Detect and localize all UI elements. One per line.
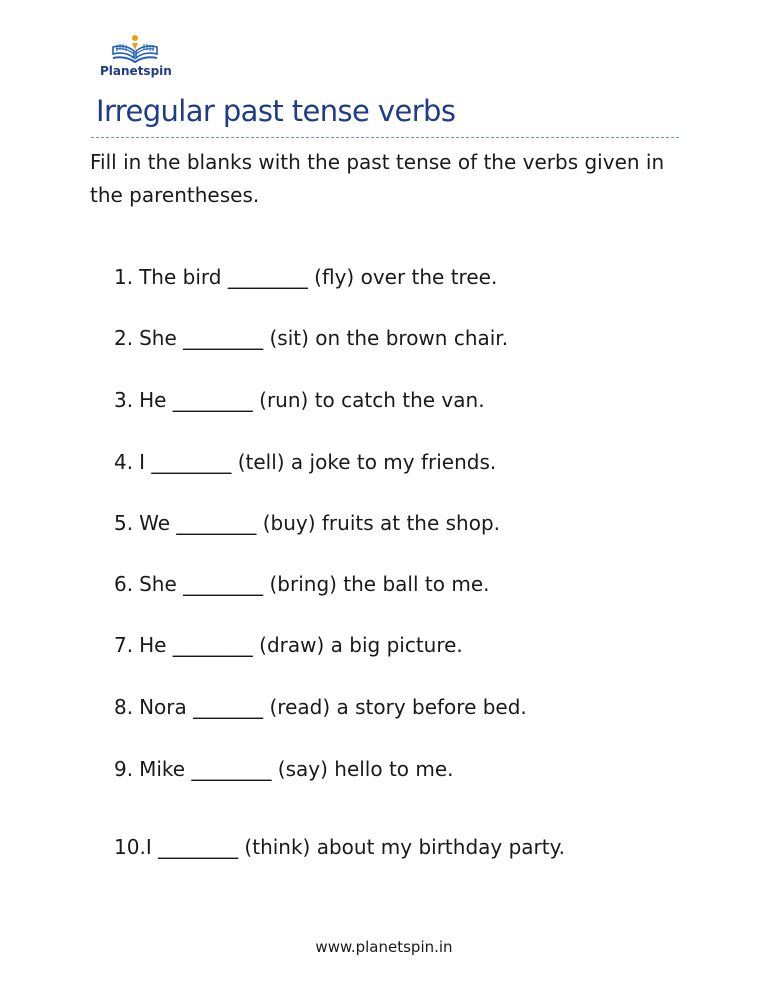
question-item [114, 572, 489, 596]
page-title: Irregular past tense verbs [96, 94, 456, 128]
brand-name: Planetspin [100, 64, 172, 78]
question-item [114, 757, 454, 781]
question-item [114, 835, 565, 859]
question-item [114, 265, 497, 289]
question-text: Mike ________ (say) hello to me. [139, 757, 454, 781]
question-number: 5. [114, 511, 134, 535]
question-item [114, 388, 485, 412]
question-item [114, 633, 463, 657]
question-item [114, 326, 508, 350]
title-divider [91, 137, 679, 138]
question-number: 1. [114, 265, 134, 289]
question-text: We ________ (buy) fruits at the shop. [139, 511, 501, 535]
question-number: 6. [114, 572, 134, 596]
question-number: 8. [114, 695, 134, 719]
instructions-text: Fill in the blanks with the past tense of the verbs given in the parentheses. [90, 150, 665, 207]
question-text: I ________ (tell) a joke to my friends. [139, 450, 497, 474]
question-text: She ________ (bring) the ball to me. [139, 572, 490, 596]
question-item [114, 511, 500, 535]
question-item [114, 695, 527, 719]
question-number: 3. [114, 388, 134, 412]
question-text: He ________ (run) to catch the van. [139, 388, 485, 412]
question-number: 10. [114, 835, 146, 859]
question-number: 9. [114, 757, 134, 781]
question-text: I ________ (think) about my birthday party. [145, 835, 565, 859]
footer-url: www.planetspin.in [315, 938, 453, 956]
book-with-figure-icon [110, 34, 160, 64]
question-text: The bird ________ (fly) over the tree. [139, 265, 498, 289]
question-item [114, 450, 496, 474]
question-number: 2. [114, 326, 134, 350]
question-number: 4. [114, 450, 134, 474]
question-number: 7. [114, 633, 134, 657]
question-text: She ________ (sit) on the brown chair. [139, 326, 509, 350]
question-text: Nora _______ (read) a story before bed. [139, 695, 527, 719]
question-text: He ________ (draw) a big picture. [139, 633, 463, 657]
brand-logo [100, 34, 170, 84]
